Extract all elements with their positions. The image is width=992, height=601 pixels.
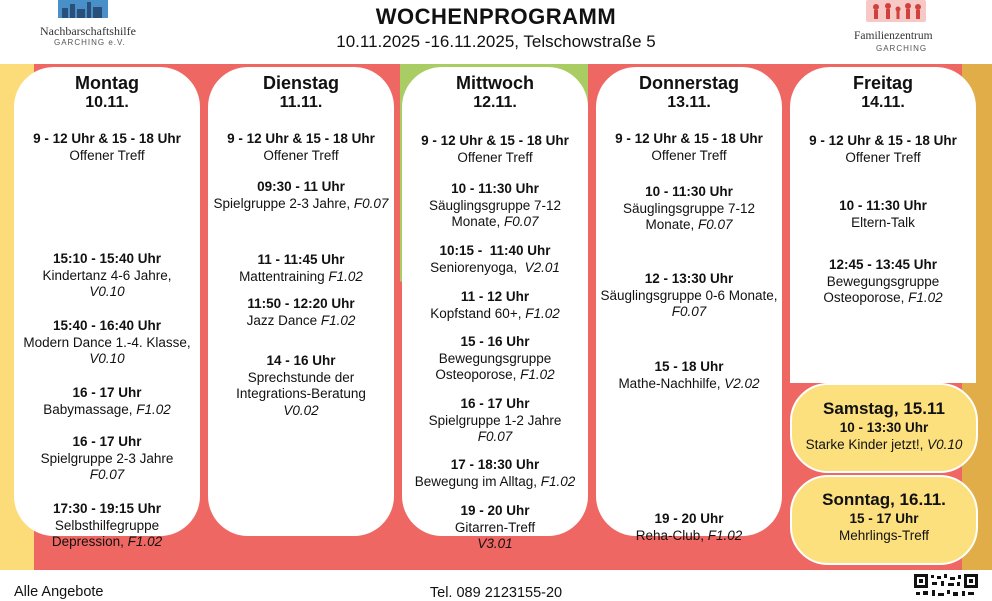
event-item [212,353,390,419]
event-room: V3.01 [477,536,513,551]
weekend-description [792,436,976,453]
event-time: 12:45 - 13:45 Uhr [828,257,938,272]
event-description [600,201,778,234]
weekend-samstag [790,383,978,473]
day-date: 11.11. [279,94,323,111]
event-room: F1.02 [328,268,363,284]
event-description [600,288,778,321]
day-column-donnerstag [596,67,782,543]
event-description [212,313,390,330]
event-text: Sprechstunde der Integrations-Beratung [236,369,366,401]
event-item [600,359,778,392]
event-room: F0.07 [477,429,513,444]
event-room: V2.01 [524,259,560,275]
event-item [18,318,196,368]
event-time: 15 - 18 Uhr [654,359,724,374]
event-time: 11:50 - 12:20 Uhr [247,296,355,311]
event-description: Offener Treff [651,147,727,163]
event-item [18,434,196,484]
event-text: Babymassage, [43,401,133,417]
event-item [406,457,584,490]
day-column-dienstag [208,67,394,536]
event-description [406,198,584,231]
event-item [794,257,972,307]
event-description [18,335,196,368]
event-room: F1.02 [525,305,560,321]
event-time: 9 - 12 Uhr & 15 - 18 Uhr [809,133,957,148]
event-description [406,351,584,384]
event-room: F0.07 [504,214,539,229]
event-description: Offener Treff [69,147,145,163]
event-room: F1.02 [908,290,943,305]
logo-left-line2: GARCHING e.V. [54,38,126,47]
event-item [794,198,972,231]
event-time: 11 - 11:45 Uhr [257,252,345,267]
page-title: WOCHENPROGRAMM [375,4,617,29]
event-text: Kopfstand 60+, [430,305,522,321]
event-time: 19 - 20 Uhr [654,511,724,526]
event-item [212,296,390,329]
event-item [406,503,584,553]
event-room: F1.02 [707,527,743,543]
event-item [212,252,390,285]
day-date: 14.11. [861,94,905,111]
event-time: 16 - 17 Uhr [460,396,530,411]
weekend-sonntag [790,475,978,565]
event-text: Säuglingsgruppe 7-12 Monate, [428,197,562,229]
event-time: 10:15 - 11:40 Uhr [439,243,551,258]
event-description [18,268,196,301]
event-text: Bewegungsgruppe Osteoporose, [435,350,552,382]
event-text: Reha-Club, [635,527,704,543]
day-name: Mittwoch [456,73,534,93]
event-description [18,518,196,551]
event-item [18,385,196,418]
day-name: Freitag [852,73,913,93]
qr-code-icon[interactable] [914,574,978,600]
event-text: Mattentraining [239,268,325,284]
page-subtitle: 10.11.2025 -16.11.2025, Telschowstraße 5 [336,32,656,51]
event-text: Seniorenyoga, [430,259,518,275]
event-item [18,131,196,164]
event-time: 9 - 12 Uhr & 15 - 18 Uhr [615,131,763,146]
day-column-mittwoch [402,67,588,551]
event-description [212,196,390,213]
day-date: 10.11. [85,94,129,111]
event-room: F0.07 [698,217,733,232]
event-description [18,451,196,484]
weekend-day-name: Samstag, 15.11 [823,399,945,418]
event-item [600,184,778,234]
event-description [406,474,584,491]
event-room: V2.02 [724,375,760,391]
event-item [212,131,390,164]
day-date: 12.11. [473,94,517,111]
event-item [18,501,196,551]
event-item [406,243,584,276]
event-description [600,376,778,393]
event-room: F0.07 [353,195,389,211]
logo-right-line1: Familienzentrum [854,30,933,42]
event-text: Spielgruppe 2-3 Jahre, [213,195,351,211]
event-description [406,413,584,446]
event-item [406,133,584,166]
event-text: Jazz Dance [246,312,318,328]
event-time: 10 - 11:30 Uhr [451,181,539,196]
event-room: V0.10 [89,351,125,366]
event-room: F1.02 [127,534,163,549]
weekend-room: V0.10 [927,437,963,452]
event-description [794,274,972,307]
event-description [600,528,778,545]
event-time: 19 - 20 Uhr [460,503,530,518]
event-item [600,271,778,321]
event-room: F1.02 [136,401,171,417]
event-text: Spielgruppe 2-3 Jahre [40,450,174,466]
event-item [212,179,390,212]
weekend-time: 10 - 13:30 Uhr [839,420,929,435]
event-room: F1.02 [540,473,576,489]
event-text: Säuglingsgruppe 0-6 Monate, [600,287,778,303]
header [0,0,992,64]
event-description: Offener Treff [263,147,339,163]
event-description [406,260,584,277]
event-item [600,131,778,164]
event-item [406,334,584,384]
event-description [406,520,584,553]
day-date: 13.11. [667,94,711,111]
event-description: Offener Treff [457,149,533,165]
event-time: 10 - 11:30 Uhr [645,184,733,199]
event-description: Offener Treff [845,149,921,165]
event-text: Mathe-Nachhilfe, [618,375,721,391]
familienzentrum-logo [852,0,944,56]
event-time: 11 - 12 Uhr [460,289,530,304]
event-item [600,511,778,544]
event-text: Spielgruppe 1-2 Jahre [428,412,562,428]
event-room: F0.07 [671,304,707,319]
event-item [406,396,584,446]
event-description [18,402,196,419]
event-time: 09:30 - 11 Uhr [257,179,345,194]
event-time: 14 - 16 Uhr [266,353,336,368]
day-name: Donnerstag [638,73,739,93]
event-time: 17 - 18:30 Uhr [450,457,540,472]
event-time: 15:40 - 16:40 Uhr [52,318,162,333]
footer-phone: Tel. 089 2123155-20 [429,585,563,601]
event-room: F0.07 [89,467,125,482]
footer-all-offers: Alle Angebote [14,584,104,600]
event-text: Selbsthilfegruppe Depression, [51,517,160,549]
weekend-text: Starke Kinder jetzt!, [805,437,924,452]
event-item [794,133,972,166]
logo-left-line1: Nachbarschaftshilfe [40,24,136,38]
event-time: 9 - 12 Uhr & 15 - 18 Uhr [421,133,569,148]
event-description [212,370,390,420]
event-text: Gitarren-Treff [454,519,536,535]
event-room: F1.02 [520,367,555,382]
weekend-description: Mehrlings-Treff [838,528,930,543]
event-item [18,251,196,301]
event-text: Kindertanz 4-6 Jahre, [42,267,172,283]
event-time: 15 - 16 Uhr [460,334,530,349]
weekend-time: 15 - 17 Uhr [849,511,919,526]
event-description: Eltern-Talk [851,214,915,230]
event-description [212,269,390,286]
event-item [406,289,584,322]
event-text: Bewegungsgruppe Osteoporose, [823,273,940,305]
event-room: V0.10 [89,284,125,299]
event-room: F1.02 [320,312,356,328]
event-time: 9 - 12 Uhr & 15 - 18 Uhr [227,131,375,146]
day-column-montag [14,67,200,549]
event-text: Säuglingsgruppe 7-12 Monate, [622,200,756,232]
event-time: 17:30 - 19:15 Uhr [52,501,162,516]
event-text: Bewegung im Alltag, [414,473,538,489]
event-time: 15:10 - 15:40 Uhr [52,251,162,266]
weekend-day-name: Sonntag, 16.11. [822,490,946,509]
event-text: Modern Dance 1.-4. Klasse, [23,334,191,350]
event-time: 16 - 17 Uhr [72,434,142,449]
event-time: 16 - 17 Uhr [72,385,142,400]
logo-right-line2: GARCHING [876,44,928,53]
family-figures-icon [866,0,926,22]
day-name: Dienstag [262,73,340,93]
event-time: 10 - 11:30 Uhr [839,198,927,213]
event-time: 12 - 13:30 Uhr [644,271,734,286]
event-room: V0.02 [283,402,319,418]
day-column-freitag [790,67,976,383]
day-name: Montag [75,73,139,93]
event-item [406,181,584,231]
event-description [406,306,584,323]
event-time: 9 - 12 Uhr & 15 - 18 Uhr [33,131,181,146]
